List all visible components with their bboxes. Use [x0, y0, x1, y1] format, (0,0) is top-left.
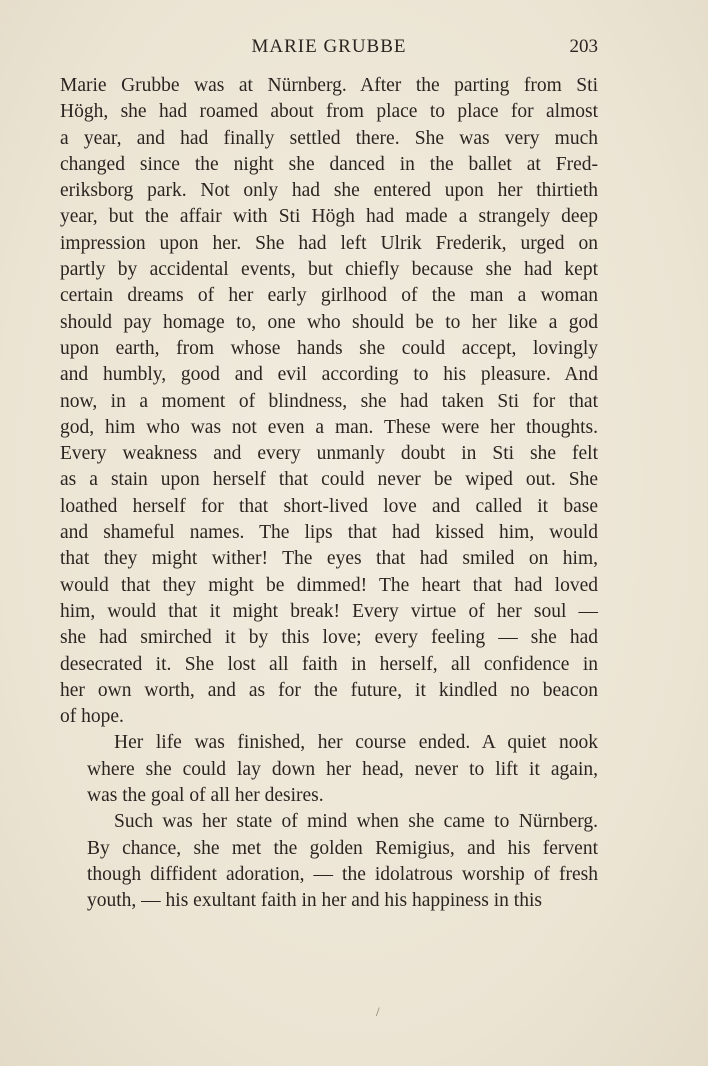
text-line: year, but the affair with Sti Högh had made a strangely deep	[60, 206, 598, 228]
text-line: god, him who was not even a man. These were her thoughts.	[60, 416, 598, 438]
text-line: certain dreams of her early girlhood of the man a woman	[60, 285, 598, 307]
text-line: partly by accidental events, but chiefly because she had kept	[60, 259, 598, 281]
text-line: her own worth, and as for the future, it kindled no beacon	[60, 679, 598, 701]
text-line: though diffident adoration, — the idolatrous worship of fresh	[87, 863, 598, 885]
paragraph	[60, 73, 598, 730]
text-line: and humbly, good and evil according to his pleasure. And	[60, 364, 598, 386]
text-line: Her life was finished, her course ended. A quiet nook	[114, 732, 598, 754]
page-header	[60, 36, 598, 62]
text-line: upon earth, from whose hands she could accept, lovingly	[60, 337, 598, 359]
text-line: By chance, she met the golden Remigius, and his fervent	[87, 837, 598, 859]
text-line: should pay homage to, one who should be to her like a god	[60, 311, 598, 333]
text-line: of hope.	[60, 706, 124, 728]
text-line: Högh, she had roamed about from place to place for almost	[60, 101, 598, 123]
text-line: loathed herself for that short-lived love and called it base	[60, 495, 598, 517]
text-line: a year, and had finally settled there. She was very much	[60, 127, 598, 149]
text-line: desecrated it. She lost all faith in herself, all confidence in	[60, 653, 598, 675]
text-line: him, would that it might break! Every virtue of her soul —	[60, 600, 598, 622]
paragraph	[60, 809, 598, 914]
text-line: where she could lay down her head, never to lift it again,	[87, 758, 598, 780]
page-mark: /	[376, 1004, 380, 1019]
paragraph	[60, 730, 598, 809]
text-line: eriksborg park. Not only had she entered upon her thirtieth	[60, 180, 598, 202]
text-line: Such was her state of mind when she came to Nürnberg.	[114, 811, 598, 833]
text-line: changed since the night she danced in the ballet at Fred-	[60, 153, 598, 175]
text-line: Marie Grubbe was at Nürnberg. After the parting from Sti	[60, 75, 598, 96]
text-line: youth, — his exultant faith in her and his happiness in this	[87, 890, 542, 912]
text-line: as a stain upon herself that could never be wiped out. She	[60, 469, 598, 491]
text-line: she had smirched it by this love; every feeling — she had	[60, 627, 598, 649]
text-line: Every weakness and every unmanly doubt in Sti she felt	[60, 443, 598, 465]
text-line: that they might wither! The eyes that had smiled on him,	[60, 548, 598, 570]
text-line: would that they might be dimmed! The heart that had loved	[60, 574, 598, 596]
page-number: 203	[569, 36, 598, 57]
body-text	[60, 73, 598, 915]
text-line: and shameful names. The lips that had kissed him, would	[60, 522, 598, 544]
text-line: now, in a moment of blindness, she had taken Sti for that	[60, 390, 598, 412]
running-head: MARIE GRUBBE	[251, 36, 407, 57]
text-line: was the goal of all her desires.	[87, 785, 324, 807]
text-line: impression upon her. She had left Ulrik Frederik, urged on	[60, 232, 598, 254]
